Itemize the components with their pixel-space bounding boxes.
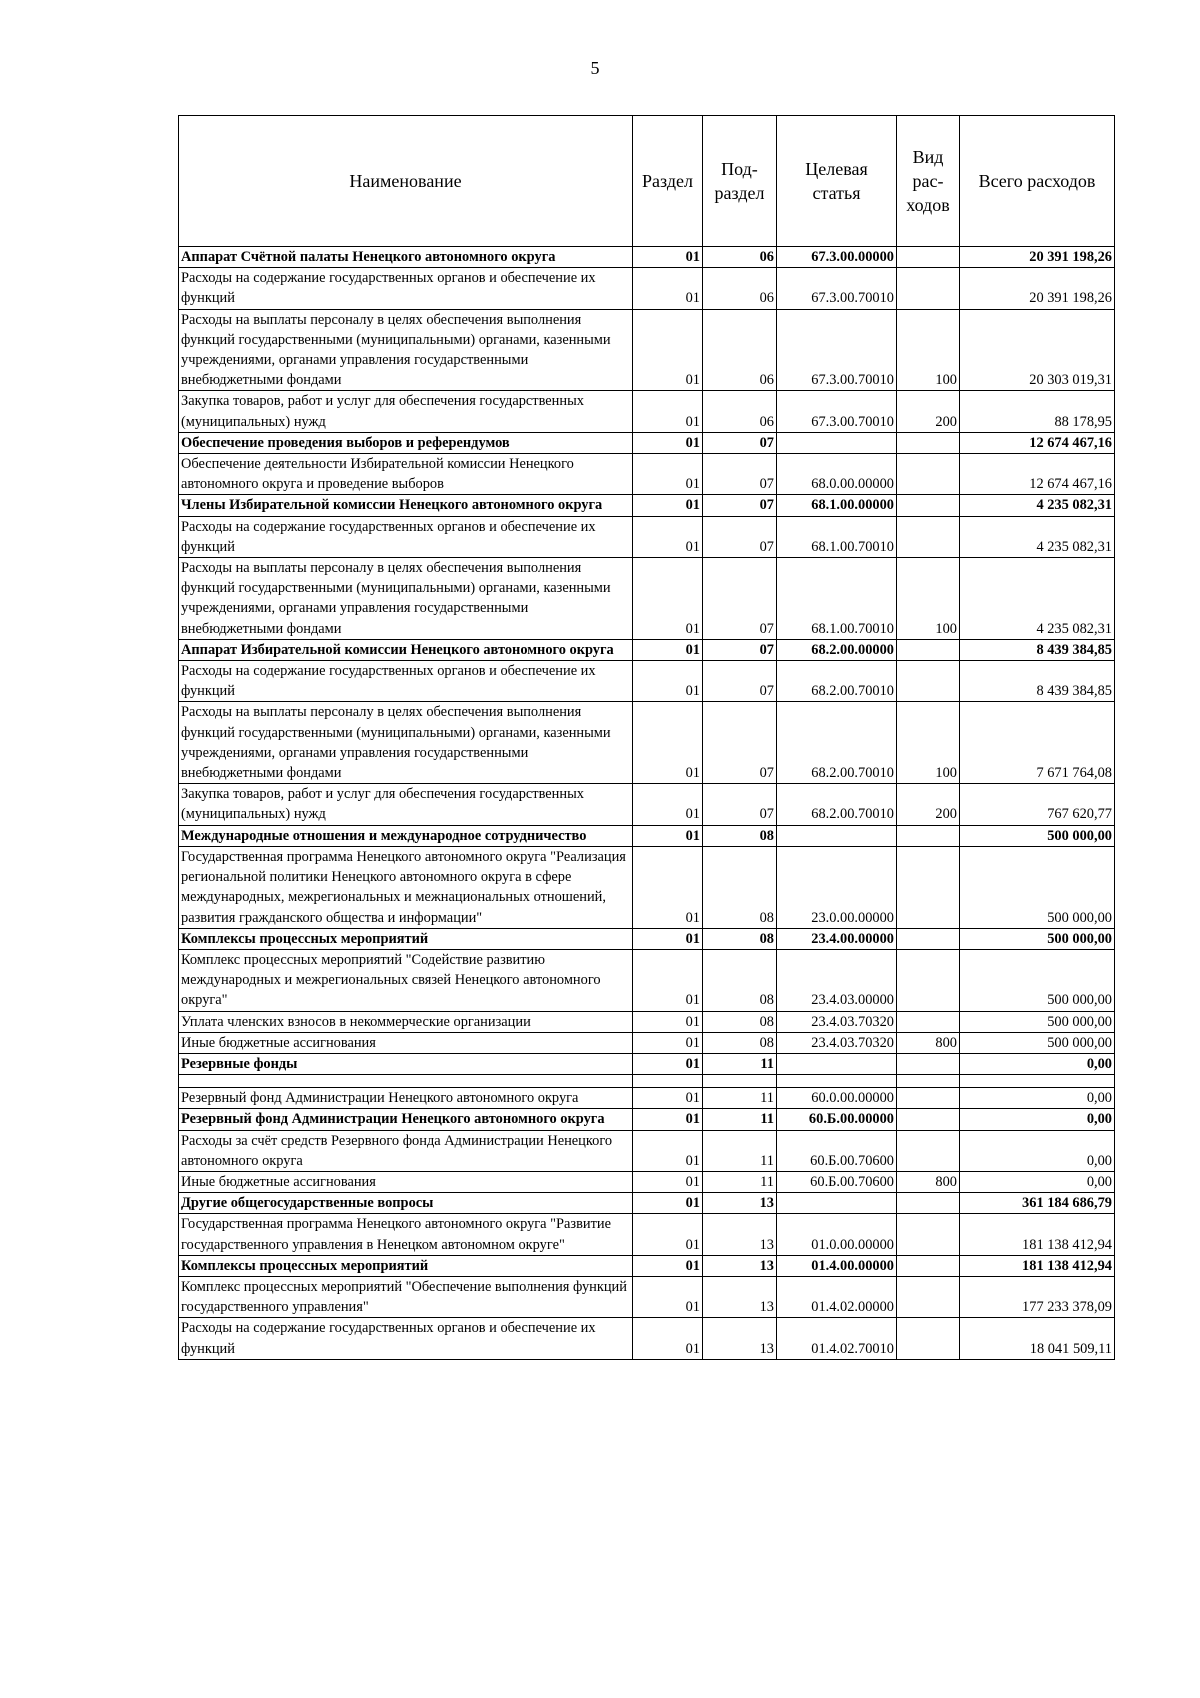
cell-total: 12 674 467,16 bbox=[960, 454, 1115, 495]
spacer-cell bbox=[897, 1075, 960, 1088]
cell-podrazdel: 08 bbox=[703, 846, 777, 928]
cell-razdel: 01 bbox=[633, 1318, 703, 1359]
cell-total: 0,00 bbox=[960, 1088, 1115, 1109]
cell-total: 8 439 384,85 bbox=[960, 661, 1115, 702]
cell-name: Расходы на содержание государственных органов и обеспечение их функций bbox=[179, 661, 633, 702]
table-row bbox=[179, 639, 1115, 660]
cell-name: Комплекс процессных мероприятий "Содействие развитию международных и межрегиональных связей Ненецкого автономного округа" bbox=[179, 949, 633, 1011]
cell-razdel: 01 bbox=[633, 1032, 703, 1053]
cell-podrazdel: 06 bbox=[703, 247, 777, 268]
cell-total: 181 138 412,94 bbox=[960, 1255, 1115, 1276]
cell-name: Расходы на выплаты персоналу в целях обеспечения выполнения функций государственными (муниципальными) органами, казенными учреждениями, органами управления государственными внебюджетными фондами bbox=[179, 558, 633, 640]
cell-total: 0,00 bbox=[960, 1130, 1115, 1171]
cell-name: Международные отношения и международное сотрудничество bbox=[179, 825, 633, 846]
cell-name: Государственная программа Ненецкого автономного округа "Развитие государственного управления в Ненецком автономном округе" bbox=[179, 1214, 633, 1255]
cell-razdel: 01 bbox=[633, 1053, 703, 1074]
cell-total: 767 620,77 bbox=[960, 784, 1115, 825]
table-row bbox=[179, 391, 1115, 432]
cell-name: Комплексы процессных мероприятий bbox=[179, 1255, 633, 1276]
cell-total: 361 184 686,79 bbox=[960, 1193, 1115, 1214]
cell-vid bbox=[897, 949, 960, 1011]
cell-name: Обеспечение деятельности Избирательной комиссии Ненецкого автономного округа и проведение выборов bbox=[179, 454, 633, 495]
table-row bbox=[179, 825, 1115, 846]
cell-celevaya: 67.3.00.70010 bbox=[777, 309, 897, 391]
cell-celevaya: 67.3.00.70010 bbox=[777, 391, 897, 432]
cell-razdel: 01 bbox=[633, 1214, 703, 1255]
header-name: Наименование bbox=[179, 116, 633, 247]
cell-podrazdel: 07 bbox=[703, 639, 777, 660]
cell-name: Резервные фонды bbox=[179, 1053, 633, 1074]
cell-vid bbox=[897, 495, 960, 516]
cell-celevaya: 68.0.00.00000 bbox=[777, 454, 897, 495]
cell-celevaya: 67.3.00.00000 bbox=[777, 247, 897, 268]
cell-total: 7 671 764,08 bbox=[960, 702, 1115, 784]
spacer-cell bbox=[633, 1075, 703, 1088]
cell-total: 4 235 082,31 bbox=[960, 558, 1115, 640]
cell-razdel: 01 bbox=[633, 949, 703, 1011]
cell-celevaya bbox=[777, 1053, 897, 1074]
cell-celevaya: 01.0.00.00000 bbox=[777, 1214, 897, 1255]
cell-name: Комплекс процессных мероприятий "Обеспечение выполнения функций государственного управления" bbox=[179, 1276, 633, 1317]
cell-vid bbox=[897, 639, 960, 660]
cell-celevaya: 68.1.00.70010 bbox=[777, 558, 897, 640]
cell-vid bbox=[897, 1318, 960, 1359]
cell-total: 500 000,00 bbox=[960, 1011, 1115, 1032]
spacer-cell bbox=[703, 1075, 777, 1088]
cell-razdel: 01 bbox=[633, 825, 703, 846]
cell-total: 500 000,00 bbox=[960, 949, 1115, 1011]
cell-podrazdel: 07 bbox=[703, 516, 777, 557]
cell-name: Расходы на выплаты персоналу в целях обеспечения выполнения функций государственными (муниципальными) органами, казенными учреждениями, органами управления государственными внебюджетными фондами bbox=[179, 309, 633, 391]
cell-total: 18 041 509,11 bbox=[960, 1318, 1115, 1359]
budget-table bbox=[178, 115, 1115, 1360]
cell-podrazdel: 07 bbox=[703, 432, 777, 453]
cell-total: 0,00 bbox=[960, 1109, 1115, 1130]
cell-total: 500 000,00 bbox=[960, 825, 1115, 846]
table-row bbox=[179, 1088, 1115, 1109]
cell-razdel: 01 bbox=[633, 247, 703, 268]
cell-total: 20 303 019,31 bbox=[960, 309, 1115, 391]
cell-total: 0,00 bbox=[960, 1053, 1115, 1074]
table-row bbox=[179, 1171, 1115, 1192]
cell-vid: 100 bbox=[897, 702, 960, 784]
cell-razdel: 01 bbox=[633, 1130, 703, 1171]
cell-name: Аппарат Счётной палаты Ненецкого автономного округа bbox=[179, 247, 633, 268]
cell-celevaya: 23.4.00.00000 bbox=[777, 928, 897, 949]
cell-celevaya: 23.4.03.70320 bbox=[777, 1011, 897, 1032]
cell-vid: 800 bbox=[897, 1171, 960, 1192]
cell-vid bbox=[897, 1193, 960, 1214]
cell-razdel: 01 bbox=[633, 928, 703, 949]
cell-total: 500 000,00 bbox=[960, 846, 1115, 928]
page-number: 5 bbox=[590, 58, 600, 78]
cell-name: Расходы за счёт средств Резервного фонда Администрации Ненецкого автономного округа bbox=[179, 1130, 633, 1171]
table-row bbox=[179, 309, 1115, 391]
cell-podrazdel: 06 bbox=[703, 268, 777, 309]
cell-razdel: 01 bbox=[633, 1255, 703, 1276]
cell-name: Уплата членских взносов в некоммерческие организации bbox=[179, 1011, 633, 1032]
table-row bbox=[179, 495, 1115, 516]
cell-total: 20 391 198,26 bbox=[960, 268, 1115, 309]
table-row bbox=[179, 702, 1115, 784]
cell-vid: 200 bbox=[897, 784, 960, 825]
cell-celevaya: 68.2.00.70010 bbox=[777, 784, 897, 825]
cell-razdel: 01 bbox=[633, 454, 703, 495]
cell-razdel: 01 bbox=[633, 495, 703, 516]
cell-vid bbox=[897, 661, 960, 702]
cell-podrazdel: 07 bbox=[703, 702, 777, 784]
cell-total: 8 439 384,85 bbox=[960, 639, 1115, 660]
table-row bbox=[179, 928, 1115, 949]
cell-name: Государственная программа Ненецкого автономного округа "Реализация региональной политики Ненецкого автономного округа в сфере международных, межрегиональных и межнациональных отношений, развития гражданского общества и информации" bbox=[179, 846, 633, 928]
cell-celevaya: 60.0.00.00000 bbox=[777, 1088, 897, 1109]
cell-total: 500 000,00 bbox=[960, 1032, 1115, 1053]
cell-razdel: 01 bbox=[633, 1193, 703, 1214]
cell-vid bbox=[897, 1053, 960, 1074]
header-podrazdel: Под- раздел bbox=[703, 116, 777, 247]
cell-razdel: 01 bbox=[633, 309, 703, 391]
table-row bbox=[179, 1193, 1115, 1214]
table-body bbox=[179, 247, 1115, 1360]
cell-vid bbox=[897, 516, 960, 557]
cell-vid bbox=[897, 247, 960, 268]
cell-vid: 100 bbox=[897, 558, 960, 640]
header-vid: Вид рас- ходов bbox=[897, 116, 960, 247]
cell-name: Другие общегосударственные вопросы bbox=[179, 1193, 633, 1214]
table-row bbox=[179, 1318, 1115, 1359]
cell-vid bbox=[897, 1276, 960, 1317]
table-spacer-row bbox=[179, 1075, 1115, 1088]
cell-razdel: 01 bbox=[633, 1276, 703, 1317]
table-row bbox=[179, 784, 1115, 825]
cell-podrazdel: 08 bbox=[703, 928, 777, 949]
table-row bbox=[179, 1109, 1115, 1130]
cell-podrazdel: 13 bbox=[703, 1255, 777, 1276]
cell-celevaya: 01.4.02.00000 bbox=[777, 1276, 897, 1317]
cell-celevaya: 67.3.00.70010 bbox=[777, 268, 897, 309]
cell-podrazdel: 11 bbox=[703, 1171, 777, 1192]
cell-celevaya bbox=[777, 1193, 897, 1214]
cell-podrazdel: 08 bbox=[703, 825, 777, 846]
spacer-cell bbox=[960, 1075, 1115, 1088]
cell-name: Закупка товаров, работ и услуг для обеспечения государственных (муниципальных) нужд bbox=[179, 391, 633, 432]
cell-vid bbox=[897, 1214, 960, 1255]
cell-name: Комплексы процессных мероприятий bbox=[179, 928, 633, 949]
cell-celevaya: 23.4.03.00000 bbox=[777, 949, 897, 1011]
cell-podrazdel: 11 bbox=[703, 1053, 777, 1074]
cell-celevaya: 23.0.00.00000 bbox=[777, 846, 897, 928]
cell-celevaya: 68.1.00.00000 bbox=[777, 495, 897, 516]
cell-podrazdel: 07 bbox=[703, 495, 777, 516]
cell-vid bbox=[897, 1088, 960, 1109]
cell-total: 0,00 bbox=[960, 1171, 1115, 1192]
cell-name: Резервный фонд Администрации Ненецкого автономного округа bbox=[179, 1088, 633, 1109]
cell-name: Члены Избирательной комиссии Ненецкого автономного округа bbox=[179, 495, 633, 516]
cell-celevaya bbox=[777, 825, 897, 846]
cell-celevaya: 01.4.00.00000 bbox=[777, 1255, 897, 1276]
cell-celevaya bbox=[777, 432, 897, 453]
cell-podrazdel: 08 bbox=[703, 1011, 777, 1032]
table-row bbox=[179, 1011, 1115, 1032]
cell-vid bbox=[897, 1109, 960, 1130]
cell-podrazdel: 11 bbox=[703, 1130, 777, 1171]
cell-celevaya: 68.2.00.00000 bbox=[777, 639, 897, 660]
cell-vid bbox=[897, 846, 960, 928]
cell-name: Аппарат Избирательной комиссии Ненецкого автономного округа bbox=[179, 639, 633, 660]
cell-podrazdel: 07 bbox=[703, 661, 777, 702]
cell-podrazdel: 07 bbox=[703, 558, 777, 640]
cell-razdel: 01 bbox=[633, 661, 703, 702]
header-razdel: Раздел bbox=[633, 116, 703, 247]
cell-razdel: 01 bbox=[633, 639, 703, 660]
cell-podrazdel: 08 bbox=[703, 1032, 777, 1053]
table-row bbox=[179, 661, 1115, 702]
cell-vid bbox=[897, 1130, 960, 1171]
cell-podrazdel: 13 bbox=[703, 1276, 777, 1317]
table-row bbox=[179, 1255, 1115, 1276]
cell-razdel: 01 bbox=[633, 268, 703, 309]
table-row bbox=[179, 1214, 1115, 1255]
cell-total: 12 674 467,16 bbox=[960, 432, 1115, 453]
spacer-cell bbox=[777, 1075, 897, 1088]
cell-vid bbox=[897, 1011, 960, 1032]
table-header-row bbox=[179, 116, 1115, 247]
cell-razdel: 01 bbox=[633, 1011, 703, 1032]
cell-celevaya: 68.2.00.70010 bbox=[777, 661, 897, 702]
cell-podrazdel: 11 bbox=[703, 1088, 777, 1109]
cell-razdel: 01 bbox=[633, 784, 703, 825]
cell-razdel: 01 bbox=[633, 702, 703, 784]
cell-podrazdel: 13 bbox=[703, 1214, 777, 1255]
table-row bbox=[179, 268, 1115, 309]
cell-podrazdel: 08 bbox=[703, 949, 777, 1011]
table-row bbox=[179, 1032, 1115, 1053]
cell-podrazdel: 11 bbox=[703, 1109, 777, 1130]
table-row bbox=[179, 1276, 1115, 1317]
cell-celevaya: 60.Б.00.70600 bbox=[777, 1130, 897, 1171]
cell-vid bbox=[897, 454, 960, 495]
table-row bbox=[179, 454, 1115, 495]
table-row bbox=[179, 247, 1115, 268]
cell-total: 181 138 412,94 bbox=[960, 1214, 1115, 1255]
cell-name: Расходы на содержание государственных органов и обеспечение их функций bbox=[179, 268, 633, 309]
cell-podrazdel: 06 bbox=[703, 391, 777, 432]
cell-vid bbox=[897, 1255, 960, 1276]
cell-name: Обеспечение проведения выборов и референдумов bbox=[179, 432, 633, 453]
cell-razdel: 01 bbox=[633, 1088, 703, 1109]
cell-razdel: 01 bbox=[633, 1171, 703, 1192]
cell-name: Иные бюджетные ассигнования bbox=[179, 1032, 633, 1053]
cell-total: 177 233 378,09 bbox=[960, 1276, 1115, 1317]
cell-name: Расходы на выплаты персоналу в целях обеспечения выполнения функций государственными (муниципальными) органами, казенными учреждениями, органами управления государственными внебюджетными фондами bbox=[179, 702, 633, 784]
cell-celevaya: 68.2.00.70010 bbox=[777, 702, 897, 784]
cell-podrazdel: 07 bbox=[703, 784, 777, 825]
table-row bbox=[179, 516, 1115, 557]
cell-name: Расходы на содержание государственных органов и обеспечение их функций bbox=[179, 1318, 633, 1359]
cell-name: Резервный фонд Администрации Ненецкого автономного округа bbox=[179, 1109, 633, 1130]
header-celevaya: Целевая статья bbox=[777, 116, 897, 247]
cell-celevaya: 01.4.02.70010 bbox=[777, 1318, 897, 1359]
cell-podrazdel: 07 bbox=[703, 454, 777, 495]
cell-vid bbox=[897, 432, 960, 453]
table-row bbox=[179, 1130, 1115, 1171]
cell-celevaya: 68.1.00.70010 bbox=[777, 516, 897, 557]
cell-podrazdel: 13 bbox=[703, 1193, 777, 1214]
cell-razdel: 01 bbox=[633, 558, 703, 640]
cell-razdel: 01 bbox=[633, 432, 703, 453]
cell-total: 88 178,95 bbox=[960, 391, 1115, 432]
cell-name: Иные бюджетные ассигнования bbox=[179, 1171, 633, 1192]
cell-razdel: 01 bbox=[633, 391, 703, 432]
cell-razdel: 01 bbox=[633, 516, 703, 557]
cell-razdel: 01 bbox=[633, 1109, 703, 1130]
cell-celevaya: 60.Б.00.00000 bbox=[777, 1109, 897, 1130]
cell-vid: 100 bbox=[897, 309, 960, 391]
table-row bbox=[179, 1053, 1115, 1074]
header-total: Всего расходов bbox=[960, 116, 1115, 247]
cell-name: Расходы на содержание государственных органов и обеспечение их функций bbox=[179, 516, 633, 557]
cell-vid bbox=[897, 268, 960, 309]
spacer-cell bbox=[179, 1075, 633, 1088]
table-row bbox=[179, 949, 1115, 1011]
cell-podrazdel: 06 bbox=[703, 309, 777, 391]
cell-total: 20 391 198,26 bbox=[960, 247, 1115, 268]
table-row bbox=[179, 846, 1115, 928]
cell-vid bbox=[897, 928, 960, 949]
cell-razdel: 01 bbox=[633, 846, 703, 928]
cell-vid: 200 bbox=[897, 391, 960, 432]
cell-name: Закупка товаров, работ и услуг для обеспечения государственных (муниципальных) нужд bbox=[179, 784, 633, 825]
table-row bbox=[179, 432, 1115, 453]
table-row bbox=[179, 558, 1115, 640]
cell-celevaya: 60.Б.00.70600 bbox=[777, 1171, 897, 1192]
cell-celevaya: 23.4.03.70320 bbox=[777, 1032, 897, 1053]
cell-vid bbox=[897, 825, 960, 846]
cell-vid: 800 bbox=[897, 1032, 960, 1053]
cell-total: 4 235 082,31 bbox=[960, 516, 1115, 557]
cell-total: 500 000,00 bbox=[960, 928, 1115, 949]
cell-total: 4 235 082,31 bbox=[960, 495, 1115, 516]
cell-podrazdel: 13 bbox=[703, 1318, 777, 1359]
